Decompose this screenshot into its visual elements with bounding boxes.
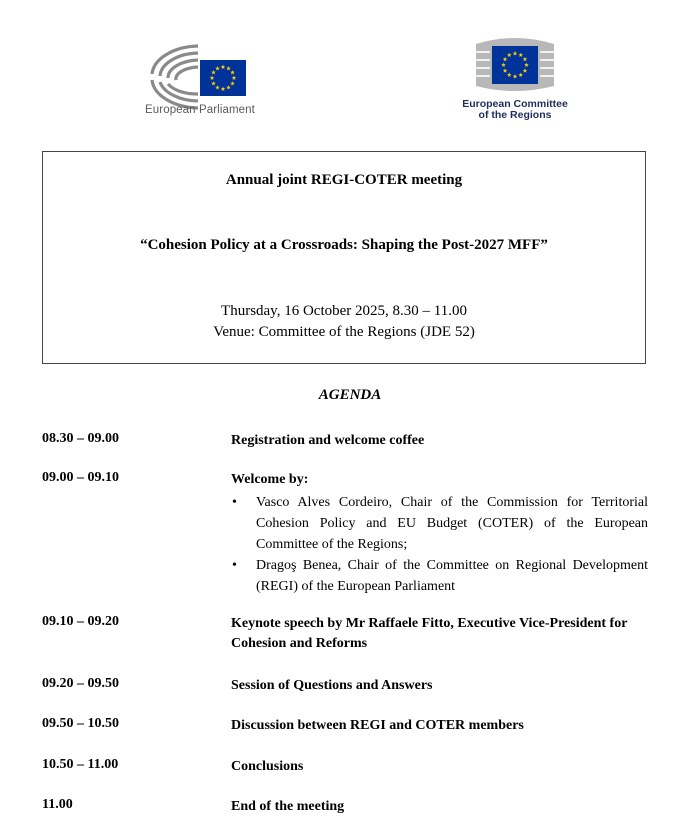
agenda-label: End of the meeting bbox=[231, 799, 345, 814]
meeting-venue: Venue: Committee of the Regions (JDE 52) bbox=[213, 324, 475, 340]
agenda-time: 09.20 – 09.50 bbox=[42, 676, 119, 691]
speaker-list bbox=[231, 492, 648, 597]
agenda-time: 08.30 – 09.00 bbox=[42, 431, 119, 446]
agenda-label: Welcome by: bbox=[231, 472, 309, 487]
european-parliament-name: European Parliament bbox=[145, 104, 255, 116]
agenda-label: Session of Questions and Answers bbox=[231, 678, 433, 693]
agenda-label: Keynote speech by Mr Raffaele Fitto, Executive Vice-President for Cohesion and Reforms bbox=[231, 616, 628, 651]
agenda-label: Discussion between REGI and COTER members bbox=[231, 718, 524, 733]
agenda-heading: AGENDA bbox=[318, 387, 382, 403]
meeting-header-box bbox=[42, 151, 646, 364]
meeting-title: Annual joint REGI-COTER meeting bbox=[225, 172, 463, 188]
committee-of-the-regions-name: European Committee of the Regions bbox=[462, 98, 568, 121]
agenda-time: 09.50 – 10.50 bbox=[42, 716, 119, 731]
meeting-subtitle: “Cohesion Policy at a Crossroads: Shaping the Post-2027 MFF” bbox=[140, 237, 548, 253]
meeting-date: Thursday, 16 October 2025, 8.30 – 11.00 bbox=[221, 303, 467, 319]
agenda-time: 09.00 – 09.10 bbox=[42, 470, 119, 485]
agenda-label: Registration and welcome coffee bbox=[231, 433, 425, 448]
agenda-time: 10.50 – 11.00 bbox=[42, 757, 119, 772]
speaker-item: • Vasco Alves Cordeiro, Chair of the Commission for Territorial Cohesion Policy and EU Budget (COTER) of the European Committee of the Regions; bbox=[231, 492, 648, 555]
speaker-item: • Dragoş Benea, Chair of the Committee on Regional Development (REGI) of the European Parliament bbox=[231, 555, 648, 597]
agenda-time: 11.00 bbox=[42, 797, 73, 812]
agenda-label: Conclusions bbox=[231, 759, 304, 774]
agenda-time: 09.10 – 09.20 bbox=[42, 614, 119, 629]
committee-of-the-regions-logo bbox=[470, 30, 560, 98]
